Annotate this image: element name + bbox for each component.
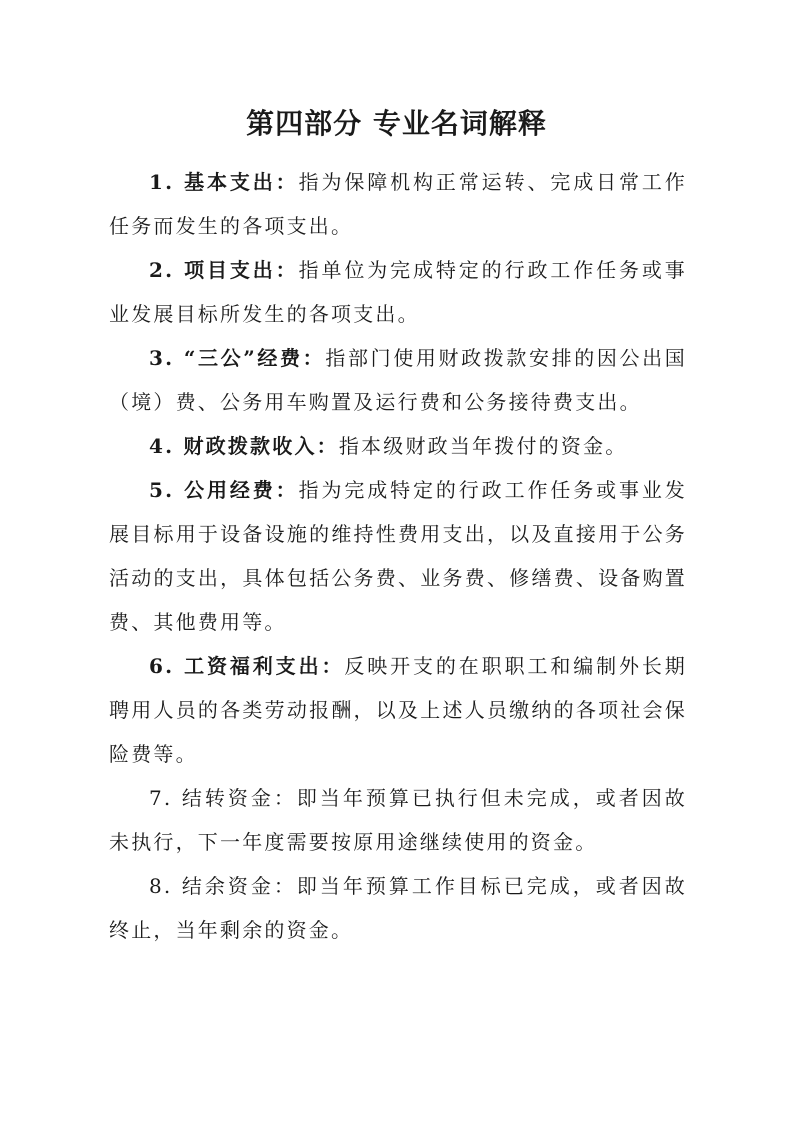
definition-item — [109, 424, 687, 468]
definition-term: 8. 结余资金： — [149, 874, 297, 898]
definition-text: 指为完成特定的行政工作任务或事业发展目标用于设备设施的维持性费用支出，以及直接用于公务活动的支出，具体包括公务费、业务费、修缮费、设备购置费、其他费用等。 — [109, 478, 687, 634]
page-title: 第四部分 专业名词解释 — [246, 107, 547, 140]
definition-item — [109, 468, 687, 644]
definition-item — [109, 336, 687, 424]
definition-term: 6. 工资福利支出： — [149, 654, 345, 678]
definition-term: 1. 基本支出： — [149, 170, 299, 194]
definition-item — [109, 864, 687, 952]
definition-text: 即当年预算工作目标已完成，或者因故终止，当年剩余的资金。 — [109, 874, 687, 942]
definition-term: 2. 项目支出： — [149, 258, 299, 282]
definition-text: 指部门使用财政拨款安排的因公出国（境）费、公务用车购置及运行费和公务接待费支出。 — [109, 346, 687, 414]
definition-text: 指为保障机构正常运转、完成日常工作任务而发生的各项支出。 — [109, 170, 687, 238]
definitions-list — [109, 160, 687, 952]
definition-item — [109, 248, 687, 336]
definition-term: 4. 财政拨款收入： — [149, 434, 339, 458]
definition-term: 3. “三公”经费： — [149, 346, 326, 370]
definition-term: 7. 结转资金： — [149, 786, 297, 810]
definition-text: 即当年预算已执行但未完成，或者因故未执行，下一年度需要按原用途继续使用的资金。 — [109, 786, 687, 854]
definition-text: 反映开支的在职职工和编制外长期聘用人员的各类劳动报酬，以及上述人员缴纳的各项社会保险费等。 — [109, 654, 688, 766]
definition-item — [109, 644, 687, 776]
definition-item — [109, 776, 687, 864]
definition-item — [109, 160, 687, 248]
definition-text: 指本级财政当年拨付的资金。 — [338, 434, 628, 458]
definition-text: 指单位为完成特定的行政工作任务或事业发展目标所发生的各项支出。 — [109, 258, 687, 326]
definition-term: 5. 公用经费： — [149, 478, 299, 502]
